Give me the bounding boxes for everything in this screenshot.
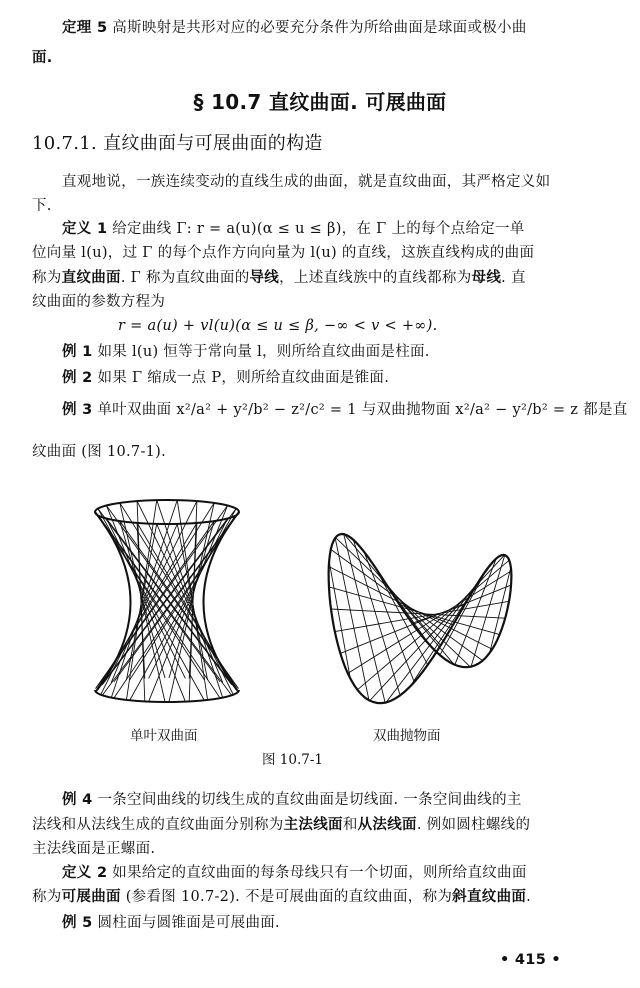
example-4 (62, 790, 592, 810)
ruling-line (331, 549, 483, 660)
ruling-line (353, 540, 400, 695)
bold-term: 导线 (249, 270, 280, 286)
example-5 (62, 913, 592, 933)
text-line (32, 839, 592, 859)
bold-term: 定义 2 (62, 865, 108, 881)
bold-term: 例 4 (62, 792, 93, 808)
text-run: 如果给定的直纹曲面的每条母线只有一个切面，则所给直纹曲面 (107, 865, 527, 881)
bold-term: § 10.7 直纹曲面. 可展曲面 (193, 90, 447, 114)
hyperbolic-paraboloid-figure (329, 534, 512, 703)
ruling-line (357, 560, 509, 690)
ruling-line (335, 538, 369, 700)
ruling-line (386, 559, 496, 703)
bold-term: 例 2 (62, 370, 93, 386)
text-run: 和 (342, 817, 358, 833)
bold-term: 斜直纹曲面 (452, 889, 527, 905)
text-run: 纹曲面 (图 10.7-1). (32, 444, 167, 460)
text-run: . Γ 称为直纹曲面的 (120, 270, 250, 286)
bold-term: 面. (32, 50, 53, 66)
bottom-rim (95, 690, 239, 702)
text-run: 称为 (32, 270, 62, 286)
ruling-line (96, 506, 228, 688)
definition-2 (62, 863, 592, 883)
bold-term: 母线 (471, 270, 502, 286)
bold-term: 主法线面 (283, 817, 343, 833)
bold-term: 例 5 (62, 915, 93, 931)
ruling-line (329, 567, 492, 650)
text-run: (参看图 10.7-2). 不是可展曲面的直纹曲面，称为 (120, 889, 453, 905)
text-run: 给定曲线 Γ: r = a(u)(α ≤ u ≤ β)，在 Γ 上的每个点给定一单 (107, 221, 525, 237)
figure-label: 图 10.7-1 (262, 752, 324, 768)
ruling-line (370, 555, 505, 701)
text-run: 单叶双曲面 x²/a² + y²/b² − z²/c² = 1 与双曲抛物面 x²/a² − y²/b² = z 都是直 (92, 402, 628, 418)
ruling-line (375, 567, 428, 664)
hyperboloid-figure (95, 500, 239, 702)
text-run: 下. (32, 198, 52, 214)
page-number: • 415 • (500, 952, 561, 968)
text-run: 称为 (32, 889, 62, 905)
text-line (32, 815, 592, 835)
bold-term: 例 1 (62, 344, 93, 360)
text-run: ，上述直线族中的直线都称为 (279, 270, 472, 286)
text-run: r = a(u) + vl(u)(α ≤ u ≤ β, −∞ < v < +∞). (118, 318, 438, 334)
text-run: 10.7.1. 直纹曲面与可展曲面的构造 (32, 133, 323, 154)
text-run: . 直 (501, 270, 526, 286)
text-run: 高斯映射是共形对应的必要充分条件为所给曲面是球面或极小曲 (107, 20, 527, 36)
hyperboloid-caption: 单叶双曲面 (130, 728, 198, 744)
text-run: 圆柱面与圆锥面是可展曲面. (92, 915, 280, 931)
bold-term: 直纹曲面 (61, 270, 121, 286)
text-line (32, 887, 592, 907)
text-run: 直观地说，一族连续变动的直线生成的曲面，就是直纹曲面，其严格定义如 (62, 174, 551, 190)
top-rim (95, 500, 239, 524)
bold-term: 从法线面 (357, 817, 417, 833)
text-run: 纹曲面的参数方程为 (32, 294, 166, 310)
text-run: 法线和从法线生成的直纹曲面分别称为 (32, 817, 284, 833)
bold-term: 例 3 (62, 402, 93, 418)
text-run: 如果 l(u) 恒等于常向量 l，则所给直纹曲面是柱面. (92, 344, 430, 360)
text-run: 一条空间曲线的切线生成的直纹曲面是切线面. 一条空间曲线的主 (92, 792, 522, 808)
bold-term: 可展曲面 (61, 889, 121, 905)
text-run: 位向量 l(u)，过 Γ 的每个点作方向向量为 l(u) 的直线，这族直线构成的曲面 (32, 245, 535, 261)
text-run: . (526, 889, 532, 905)
bold-term: 定义 1 (62, 221, 108, 237)
text-run: . 例如圆柱螺线的 (416, 817, 531, 833)
text-run: 主法线面是正螺面. (32, 841, 156, 857)
ruling-line (106, 506, 238, 688)
text-run: 如果 Γ 缩成一点 P，则所给直纹曲面是锥面. (92, 370, 390, 386)
paraboloid-caption: 双曲抛物面 (373, 728, 441, 744)
bold-term: 定理 5 (62, 20, 108, 36)
